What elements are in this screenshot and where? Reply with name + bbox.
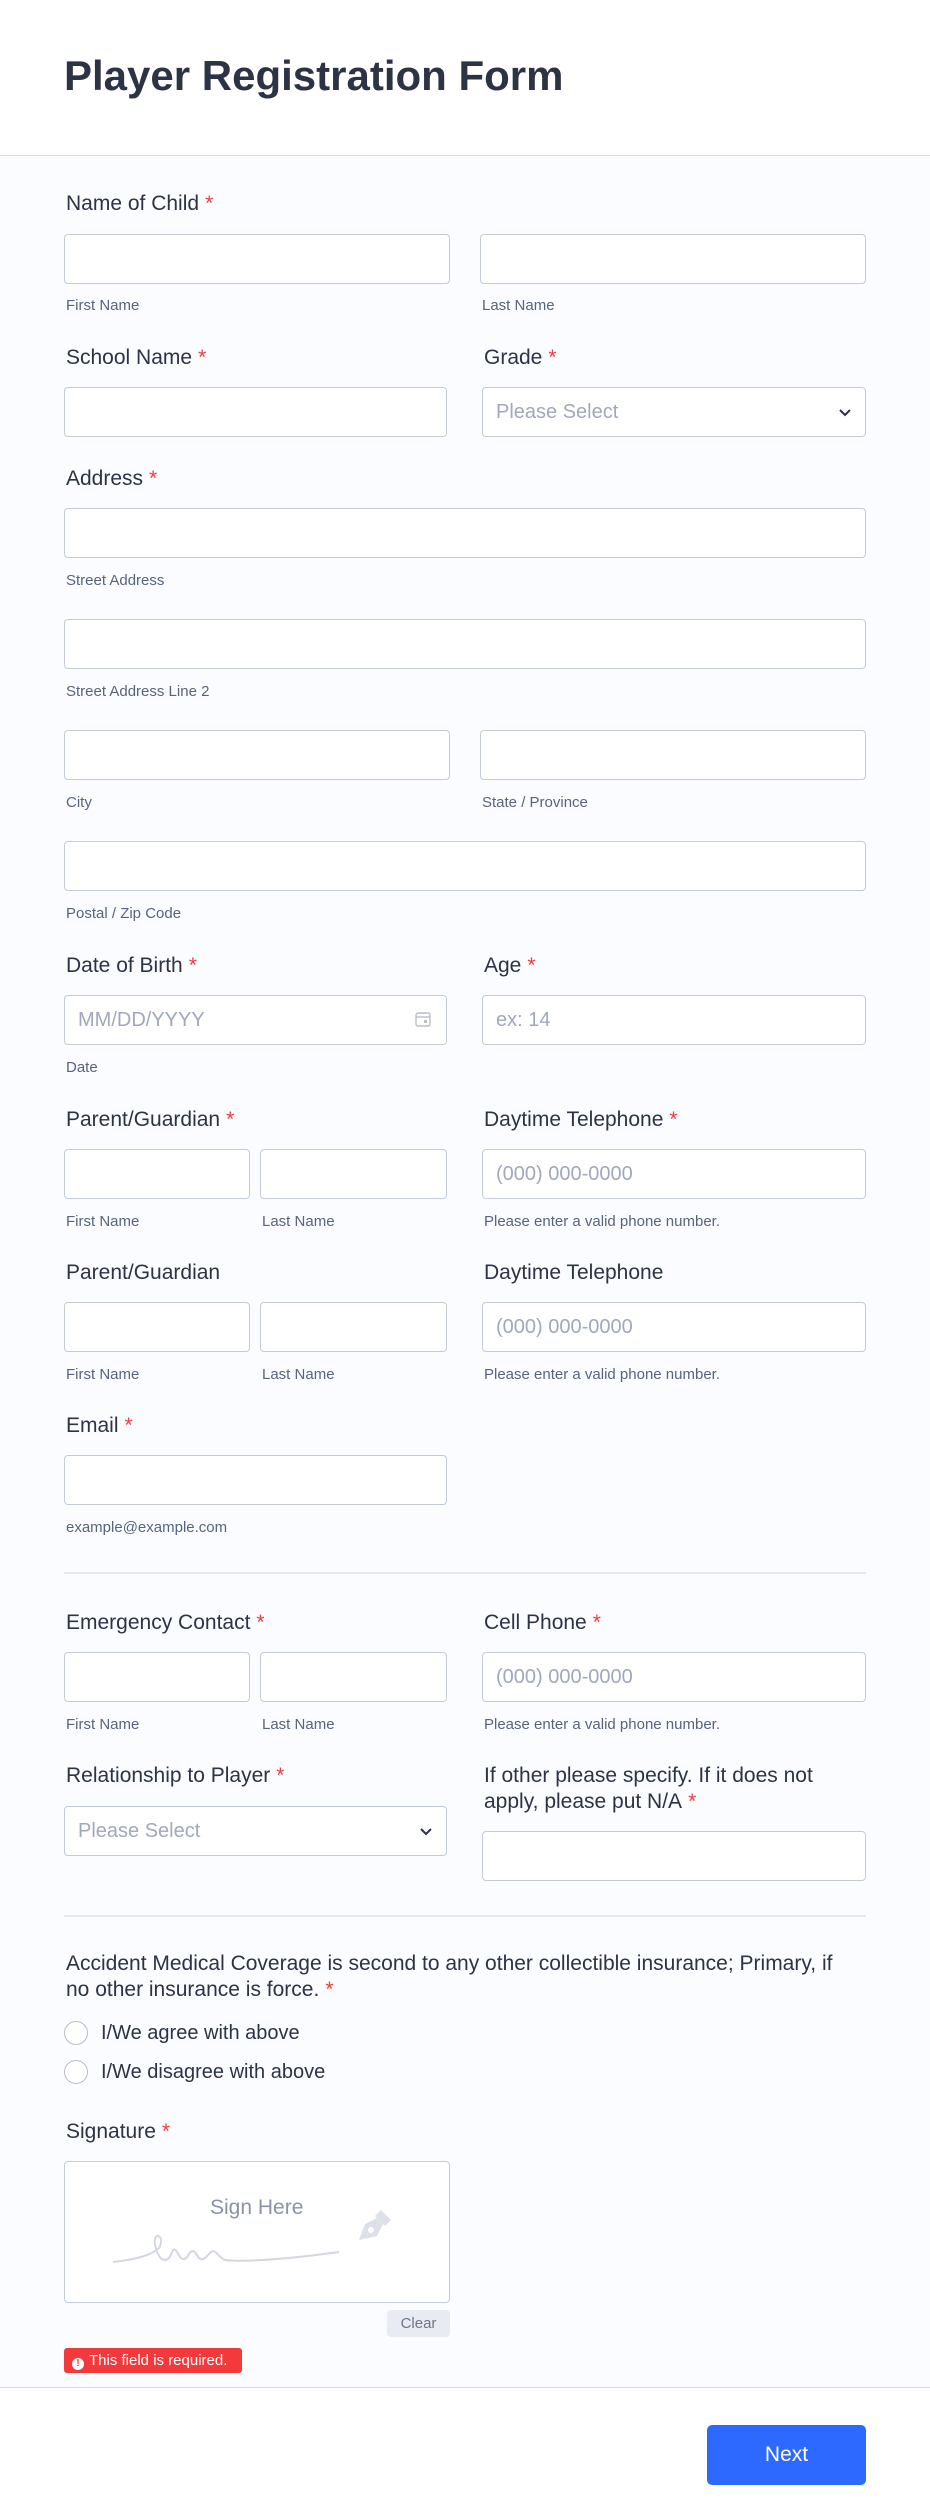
guardian2-last-name-input[interactable] <box>260 1302 447 1352</box>
email-sublabel: example@example.com <box>66 1519 228 1536</box>
cell-phone-label: Cell Phone * <box>484 1611 601 1634</box>
cell-phone-sublabel: Please enter a valid phone number. <box>484 1716 720 1733</box>
phone2-label: Daytime Telephone <box>484 1261 664 1284</box>
child-first-name-input[interactable] <box>64 234 450 284</box>
chevron-down-icon <box>418 1823 434 1839</box>
email-input[interactable] <box>64 1455 447 1505</box>
phone1-placeholder: (000) 000-0000 <box>496 1163 633 1185</box>
phone2-input[interactable] <box>482 1302 866 1352</box>
grade-placeholder: Please Select <box>496 401 619 423</box>
phone1-input[interactable] <box>482 1149 866 1199</box>
signature-placeholder: Sign Here <box>210 2196 304 2219</box>
guardian1-first-name-input[interactable] <box>64 1149 250 1199</box>
phone2-placeholder: (000) 000-0000 <box>496 1316 633 1338</box>
street-address-sublabel: Street Address <box>66 572 165 589</box>
signature-label: Signature * <box>66 2120 171 2143</box>
guardian1-label: Parent/Guardian * <box>66 1108 235 1131</box>
grade-select[interactable] <box>482 387 866 437</box>
coverage-agree-label[interactable]: I/We agree with above <box>101 2022 300 2044</box>
street-address-line2-input[interactable] <box>64 619 866 669</box>
cell-phone-placeholder: (000) 000-0000 <box>496 1666 633 1688</box>
age-placeholder: ex: 14 <box>496 1009 551 1031</box>
child-last-name-sublabel: Last Name <box>482 297 555 314</box>
dob-placeholder: MM/DD/YYYY <box>78 1009 205 1031</box>
state-input[interactable] <box>480 730 866 780</box>
next-button[interactable]: Next <box>707 2425 866 2485</box>
form-title: Player Registration Form <box>64 52 564 99</box>
form-header <box>0 0 930 156</box>
coverage-agree-radio[interactable] <box>64 2021 88 2045</box>
emergency-first-name-input[interactable] <box>64 1652 250 1702</box>
other-specify-input[interactable] <box>482 1831 866 1881</box>
section-divider <box>64 1915 866 1917</box>
relationship-select[interactable] <box>64 1806 447 1856</box>
age-label: Age * <box>484 954 536 977</box>
phone2-sublabel: Please enter a valid phone number. <box>484 1366 720 1383</box>
phone1-sublabel: Please enter a valid phone number. <box>484 1213 720 1230</box>
dob-sublabel: Date <box>66 1059 98 1076</box>
other-specify-label: If other please specify. If it does not apply, please put N/A * <box>484 1764 813 1813</box>
emergency-last-name-input[interactable] <box>260 1652 447 1702</box>
guardian1-first-sublabel: First Name <box>66 1213 140 1230</box>
phone1-label: Daytime Telephone * <box>484 1108 678 1131</box>
chevron-down-icon <box>837 404 853 420</box>
name-of-child-label: Name of Child * <box>66 192 214 215</box>
postal-code-sublabel: Postal / Zip Code <box>66 905 182 922</box>
address-label: Address * <box>66 467 158 490</box>
emergency-last-sublabel: Last Name <box>262 1716 335 1733</box>
age-input[interactable] <box>482 995 866 1045</box>
child-first-name-sublabel: First Name <box>66 297 140 314</box>
signature-error-message: ! This field is required. <box>64 2348 242 2373</box>
child-last-name-input[interactable] <box>480 234 866 284</box>
relationship-placeholder: Please Select <box>78 1820 201 1842</box>
guardian2-last-sublabel: Last Name <box>262 1366 335 1383</box>
signature-scribble <box>111 2222 341 2272</box>
city-sublabel: City <box>66 794 92 811</box>
relationship-label: Relationship to Player * <box>66 1764 285 1787</box>
school-name-input[interactable] <box>64 387 447 437</box>
coverage-disagree-radio[interactable] <box>64 2060 88 2084</box>
guardian2-first-name-input[interactable] <box>64 1302 250 1352</box>
pen-icon <box>351 2206 395 2250</box>
coverage-disagree-label[interactable]: I/We disagree with above <box>101 2061 326 2083</box>
guardian2-label: Parent/Guardian <box>66 1261 221 1284</box>
clear-signature-button[interactable]: Clear <box>387 2310 450 2337</box>
state-sublabel: State / Province <box>482 794 588 811</box>
emergency-first-sublabel: First Name <box>66 1716 140 1733</box>
grade-label: Grade * <box>484 346 557 369</box>
calendar-icon[interactable] <box>414 1010 432 1028</box>
error-icon: ! <box>72 2358 84 2370</box>
street-address-input[interactable] <box>64 508 866 558</box>
school-name-label: School Name * <box>66 346 207 369</box>
street-address-line2-sublabel: Street Address Line 2 <box>66 683 210 700</box>
email-label: Email * <box>66 1414 133 1437</box>
form-footer <box>0 2387 930 2518</box>
guardian1-last-name-input[interactable] <box>260 1149 447 1199</box>
dob-label: Date of Birth * <box>66 954 197 977</box>
postal-code-input[interactable] <box>64 841 866 891</box>
signature-pad[interactable] <box>64 2161 450 2303</box>
guardian1-last-sublabel: Last Name <box>262 1213 335 1230</box>
cell-phone-input[interactable] <box>482 1652 866 1702</box>
coverage-label: Accident Medical Coverage is second to any other collectible insurance; Primary, if no other insurance is force. * <box>66 1952 833 2001</box>
city-input[interactable] <box>64 730 450 780</box>
guardian2-first-sublabel: First Name <box>66 1366 140 1383</box>
section-divider <box>64 1572 866 1574</box>
dob-input[interactable] <box>64 995 447 1045</box>
emergency-contact-label: Emergency Contact * <box>66 1611 265 1634</box>
